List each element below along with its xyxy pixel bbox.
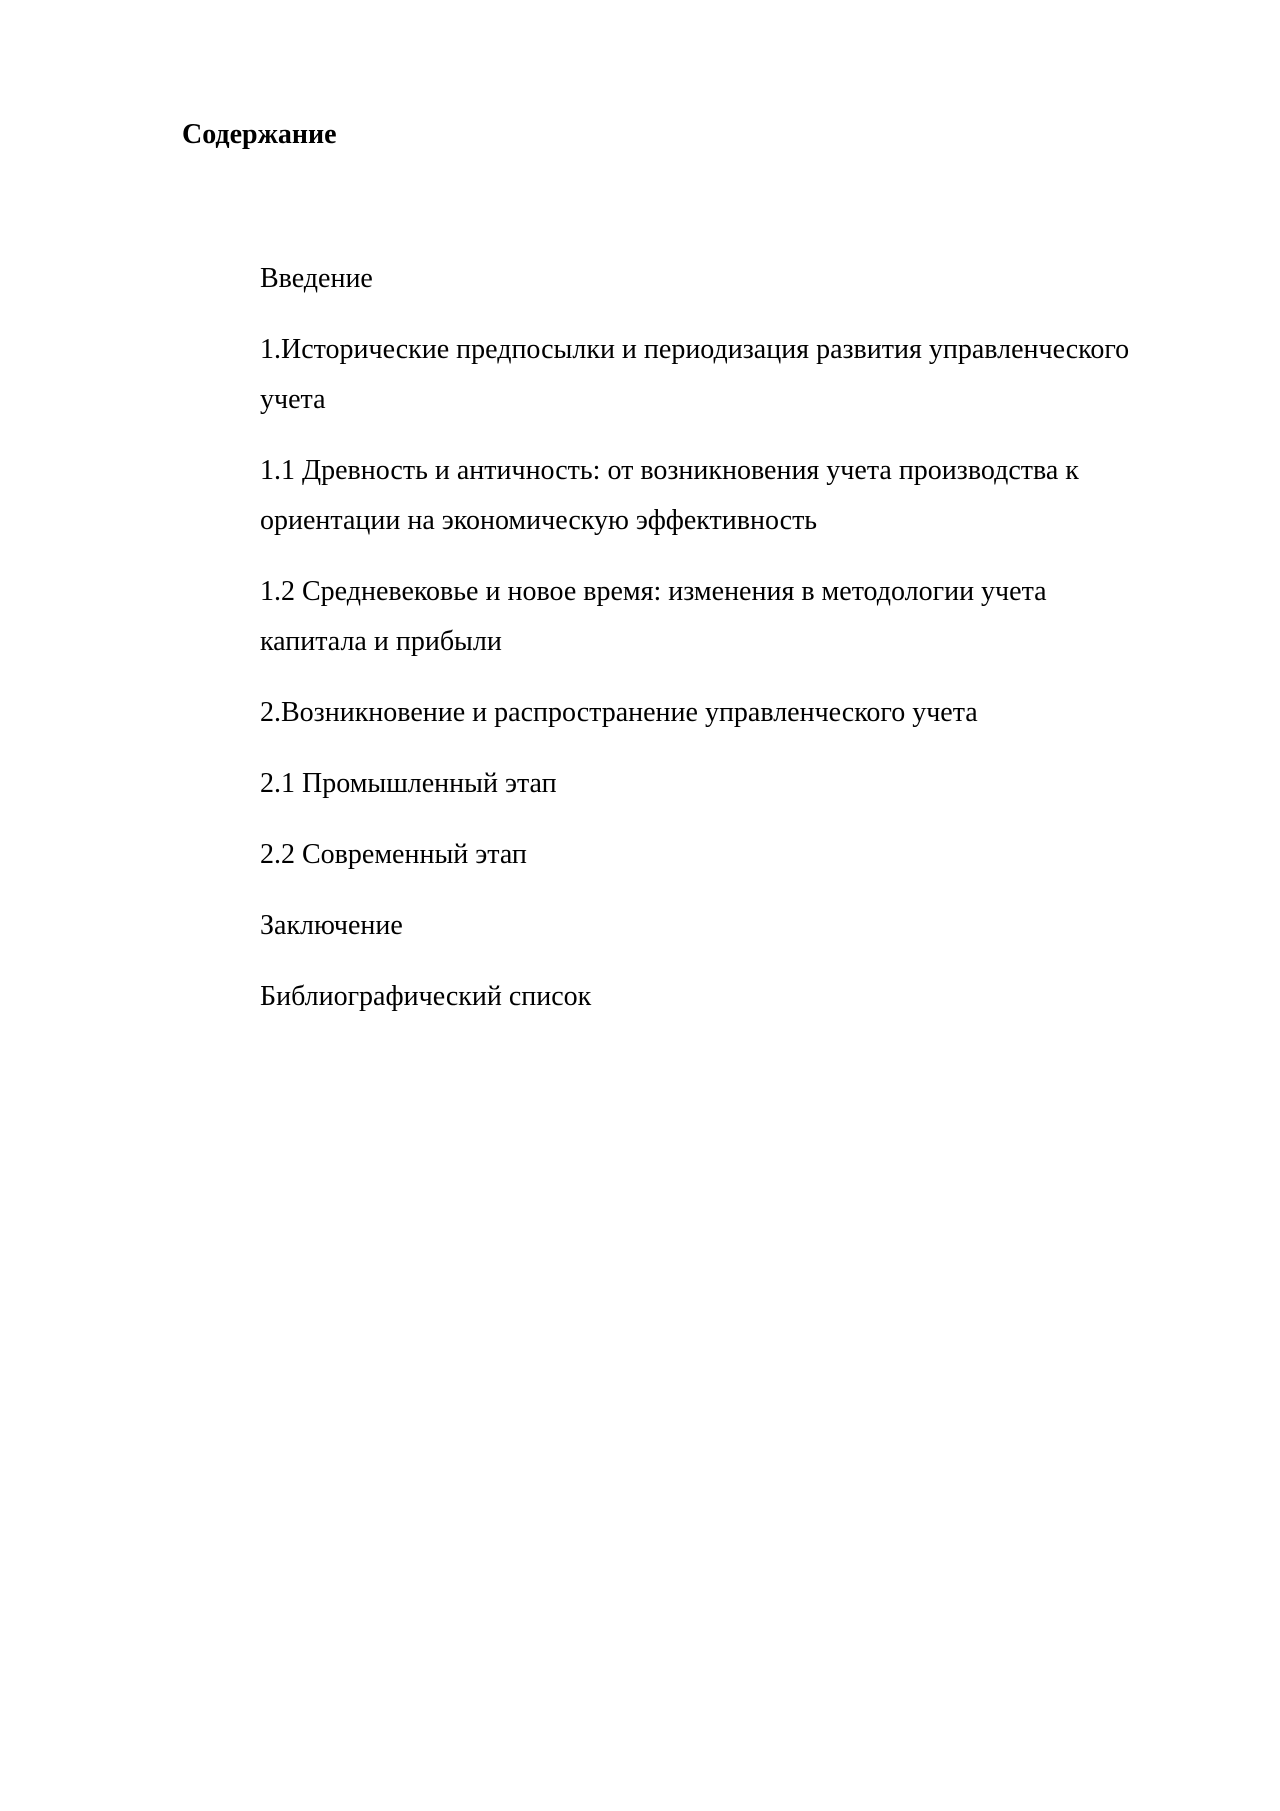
toc-item-introduction: Введение bbox=[260, 263, 373, 294]
toc-item-section-1-2: 1.2 Средневековье и новое время: изменения в методологии учета капитала и прибыли bbox=[260, 576, 1047, 657]
toc-item-bibliography: Библиографический список bbox=[260, 981, 592, 1012]
page-title: Содержание bbox=[182, 119, 337, 150]
toc-item-section-1-1: 1.1 Древность и античность: от возникновения учета производства к ориентации на экономическую эффективность bbox=[260, 455, 1079, 536]
toc-item-chapter-2: 2.Возникновение и распространение управленческого учета bbox=[260, 697, 978, 728]
toc-item-chapter-1: 1.Исторические предпосылки и периодизация развития управленческого учета bbox=[260, 334, 1130, 415]
table-of-contents bbox=[260, 254, 1160, 1043]
toc-item-section-2-2: 2.2 Современный этап bbox=[260, 839, 527, 870]
toc-item-section-2-1: 2.1 Промышленный этап bbox=[260, 768, 557, 799]
toc-item-conclusion: Заключение bbox=[260, 910, 403, 941]
